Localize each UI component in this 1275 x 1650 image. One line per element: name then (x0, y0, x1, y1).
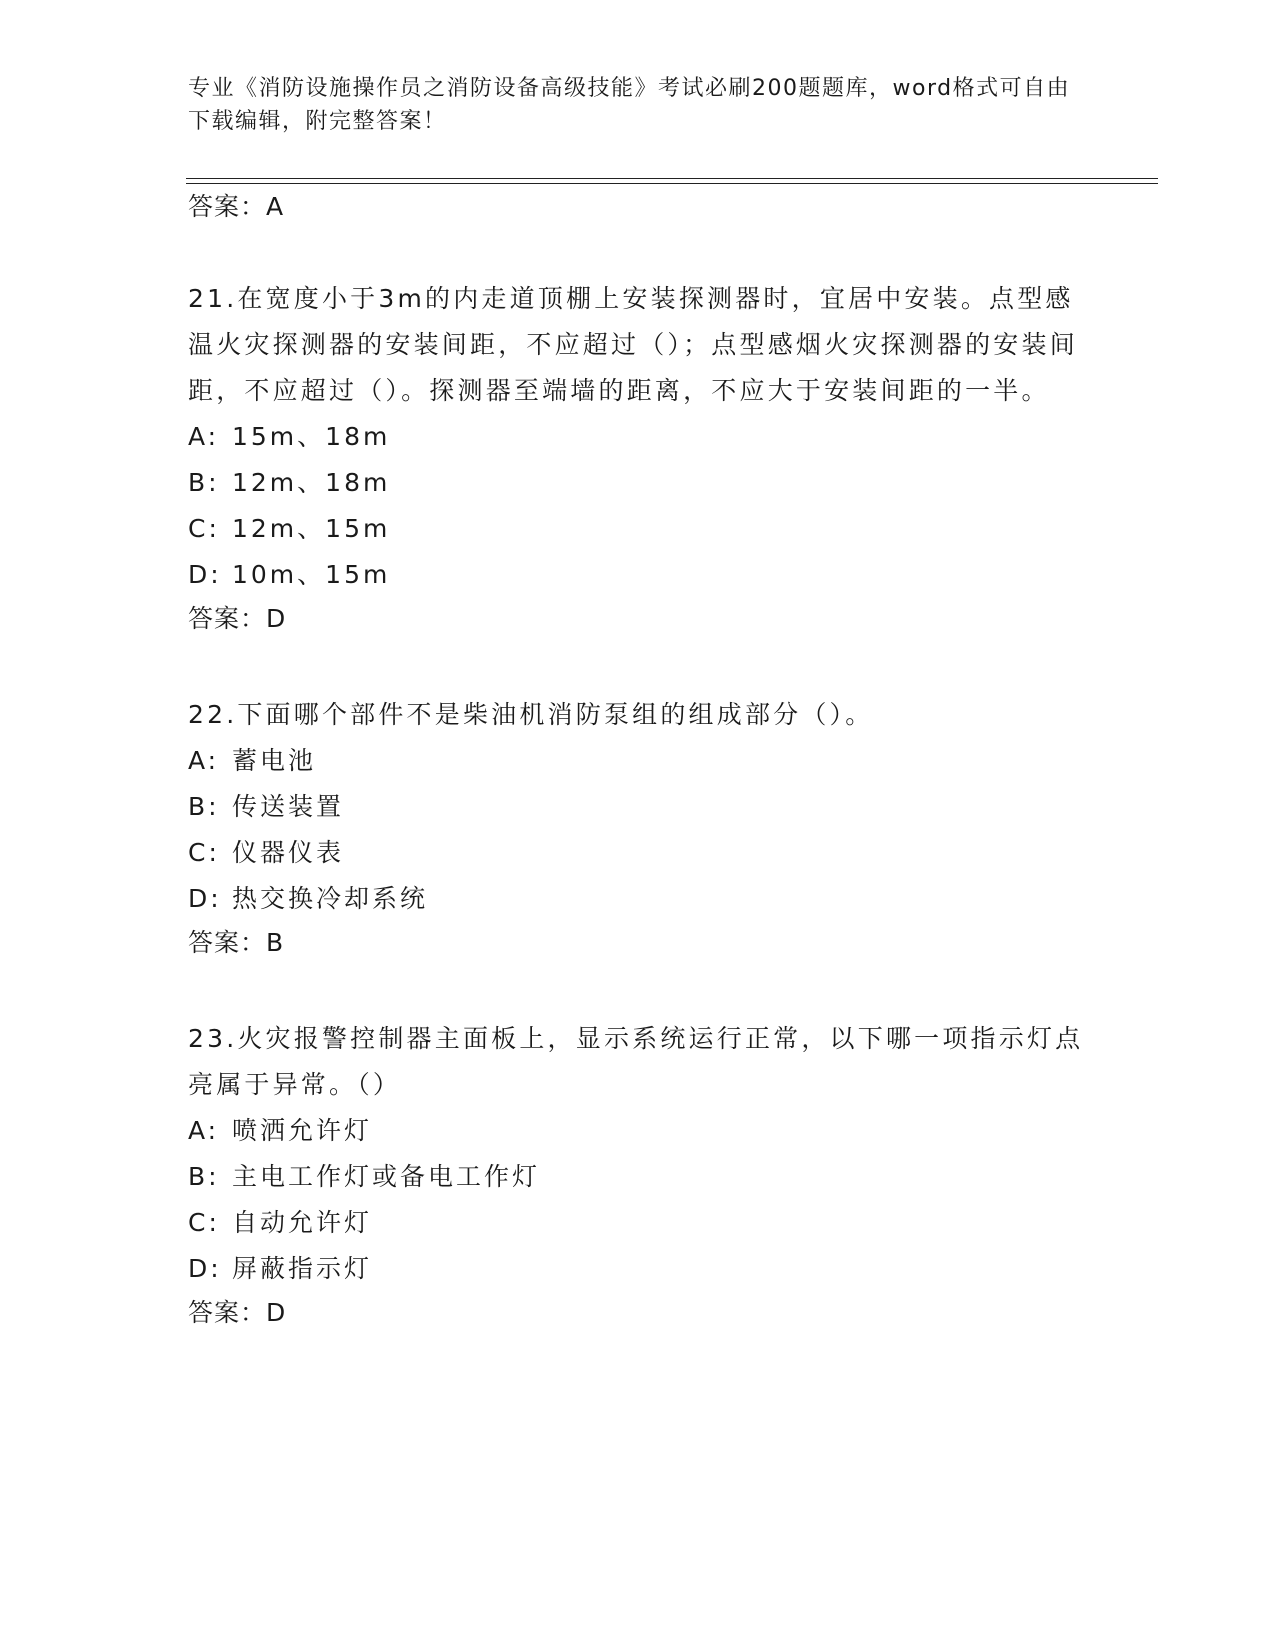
document-header (188, 72, 1088, 138)
option-letter: D: (188, 1254, 222, 1283)
option-letter: A: (188, 422, 220, 451)
header-text: 专业《消防设施操作员之消防设备高级技能》考试必刷200题题库，word格式可自由下载编辑，附完整答案！ (188, 76, 1071, 134)
option-letter: D: (188, 884, 222, 913)
answer-label: 答案：B (188, 928, 285, 957)
option-text: 蓄电池 (232, 746, 317, 775)
option-letter: D: (188, 560, 222, 589)
question-text: 22.下面哪个部件不是柴油机消防泵组的组成部分（）。 (188, 700, 874, 729)
question-text: 21.在宽度小于3m的内走道顶棚上安装探测器时，宜居中安装。点型感温火灾探测器的安装间距，不应超过（）；点型感烟火灾探测器的安装间距，不应超过（）。探测器至端墙的距离，不应大于安装间距的一半。 (188, 284, 1078, 405)
document-body (188, 190, 1088, 1334)
option-letter: C: (188, 1208, 220, 1237)
option-text: 10m、15m (232, 560, 391, 589)
option-b (188, 784, 1088, 830)
option-text: 15m、18m (232, 422, 391, 451)
option-text: 仪器仪表 (232, 838, 345, 867)
option-b (188, 1154, 1088, 1200)
answer-label: 答案：D (188, 1298, 287, 1327)
option-letter: B: (188, 792, 220, 821)
previous-answer: 答案：A (188, 192, 285, 221)
question-21 (188, 276, 1088, 640)
option-c (188, 1200, 1088, 1246)
option-text: 主电工作灯或备电工作灯 (232, 1162, 541, 1191)
option-letter: B: (188, 468, 220, 497)
option-text: 喷洒允许灯 (232, 1116, 373, 1145)
option-text: 12m、15m (232, 514, 391, 543)
option-d (188, 1246, 1088, 1292)
option-letter: A: (188, 1116, 220, 1145)
option-c (188, 830, 1088, 876)
option-a (188, 414, 1088, 460)
option-d (188, 552, 1088, 598)
option-a (188, 1108, 1088, 1154)
option-text: 12m、18m (232, 468, 391, 497)
option-text: 自动允许灯 (232, 1208, 373, 1237)
question-text: 23.火灾报警控制器主面板上，显示系统运行正常，以下哪一项指示灯点亮属于异常。（） (188, 1024, 1084, 1099)
header-divider (186, 178, 1158, 184)
option-c (188, 506, 1088, 552)
option-letter: A: (188, 746, 220, 775)
option-a (188, 738, 1088, 784)
option-b (188, 460, 1088, 506)
option-d (188, 876, 1088, 922)
option-letter: C: (188, 514, 220, 543)
question-22 (188, 692, 1088, 964)
option-text: 热交换冷却系统 (232, 884, 429, 913)
option-text: 屏蔽指示灯 (232, 1254, 373, 1283)
question-23 (188, 1016, 1088, 1334)
option-letter: B: (188, 1162, 220, 1191)
option-letter: C: (188, 838, 220, 867)
answer-label: 答案：D (188, 604, 287, 633)
option-text: 传送装置 (232, 792, 345, 821)
